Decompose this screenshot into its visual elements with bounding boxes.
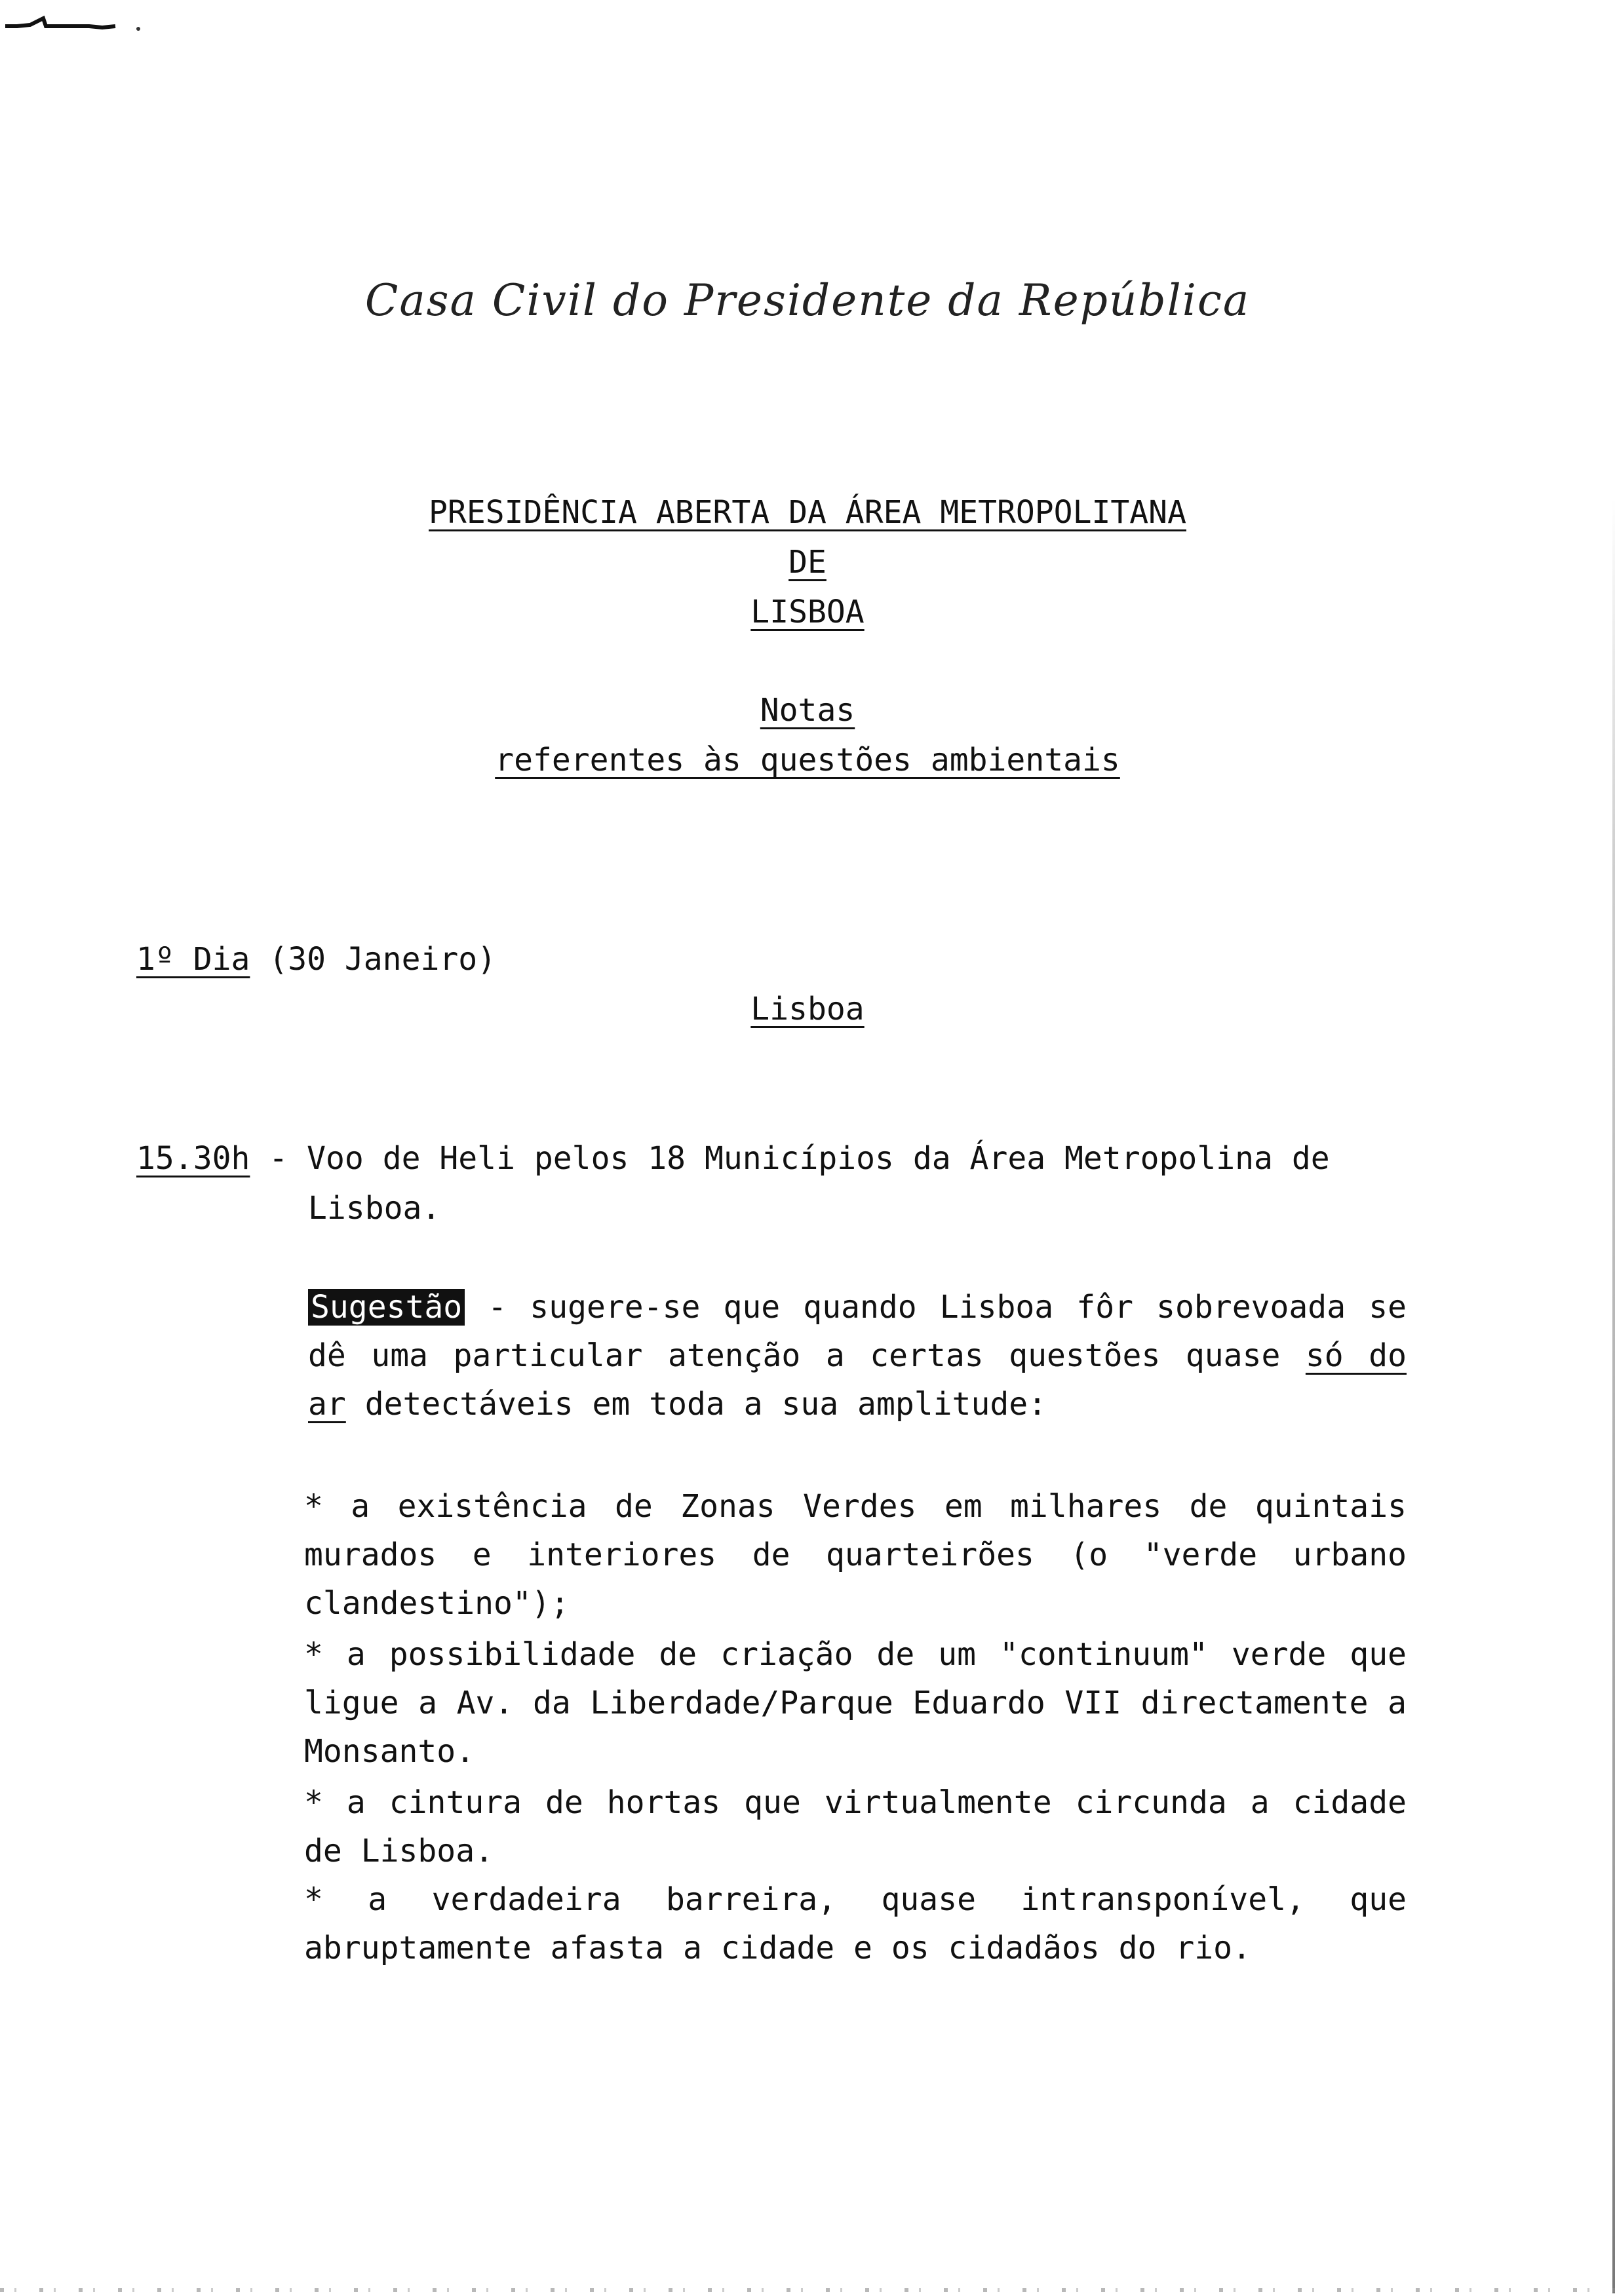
entry-time: 15.30h <box>136 1140 250 1177</box>
bullet-item: * a verdadeira barreira, quase intransponível, que abruptamente afasta a cidade e os cidadãos do rio. <box>304 1881 1407 1966</box>
suggestion-label: Sugestão <box>308 1289 465 1326</box>
scan-edge-right <box>1612 498 1615 2293</box>
bullet-item: * a cintura de hortas que virtualmente circunda a cidade de Lisboa. <box>304 1784 1407 1869</box>
entry-line-2: Lisboa. <box>308 1190 441 1227</box>
title-line-1: PRESIDÊNCIA ABERTA DA ÁREA METROPOLITANA <box>429 494 1186 531</box>
title-line-2: DE <box>788 544 827 581</box>
subtitle-line-1: Notas <box>760 692 855 729</box>
day-date: (30 Janeiro) <box>250 941 497 978</box>
subtitle-line-2: referentes às questões ambientais <box>495 742 1120 778</box>
entry-time-row <box>136 1140 1330 1177</box>
bullet-item: * a existência de Zonas Verdes em milhares de quintais murados e interiores de quarteirões (o "verde urbano clandestino"); <box>304 1488 1407 1622</box>
day-label: 1º Dia <box>136 941 250 978</box>
corner-pen-mark <box>4 12 142 31</box>
scan-edge-bottom <box>0 2288 1615 2292</box>
letterhead: Casa Civil do Presidente da República <box>364 275 1251 326</box>
emphasis-text: só do ar <box>308 1337 1407 1423</box>
suggestion-paragraph: Sugestão - sugere-se que quando Lisboa fôr sobrevoada se dê uma particular atenção a certas questões quase só do ar detectáveis em toda a sua amplitude: <box>308 1289 1407 1423</box>
day-heading <box>136 941 497 978</box>
entry-line-1: Voo de Heli pelos 18 Municípios da Área Metropolina de <box>307 1140 1330 1177</box>
entry-dash: - <box>250 1140 307 1177</box>
bullet-item: * a possibilidade de criação de um "continuum" verde que ligue a Av. da Liberdade/Parque Eduardo VII directamente a Monsanto. <box>304 1636 1407 1770</box>
title-line-3: LISBOA <box>750 594 865 630</box>
city-heading: Lisboa <box>750 991 865 1027</box>
